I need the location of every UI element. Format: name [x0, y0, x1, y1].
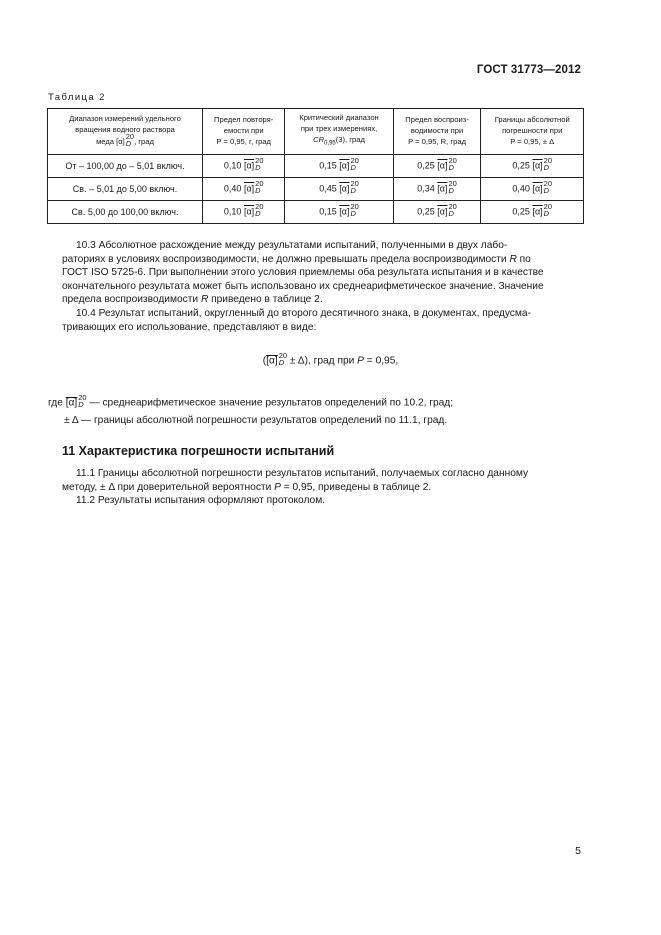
cell-error-limits: 0,25 [α] 20 D: [481, 154, 584, 177]
legend-delta: ± Δ — границы абсолютной погрешности результатов определений по 11.1, град.: [64, 415, 448, 427]
paragraph-text: 11.1 Границы абсолютной погрешности результатов испытаний, получаемых согласно данному: [76, 468, 529, 479]
cell-critical-range: 0,45 [α] 20 D: [285, 177, 393, 200]
formula-legend: [48, 393, 588, 428]
page-number: 5: [575, 845, 581, 857]
section-title: 11 Характеристика погрешности испытаний: [62, 444, 335, 458]
paragraph-text: 11.2 Результаты испытания оформляют протоколом.: [76, 495, 326, 507]
cell-reproducibility: 0,25 [α] 20 D: [393, 200, 481, 223]
paragraph-text: ГОСТ ISO 5725-6. При выполнении этого условия приемлемы оба результата испытания и в качестве: [62, 267, 544, 279]
result-formula: ([α] 20 D ± Δ), град при P = 0,95,: [262, 351, 399, 367]
column-header-repeatability: Предел повторя- емости при P = 0,95, r, град: [203, 109, 285, 155]
cell-range: От – 100,00 до – 5,01 включ.: [48, 154, 203, 177]
paragraph-text: 10.4 Результат испытаний, округленный до второго десятичного знака, в документах, предусма-: [76, 308, 531, 319]
paragraph-text: раториях в условиях воспроизводимости, не должно превышать предела воспроизводимости R по: [62, 253, 531, 265]
cell-repeatability: 0,10 [α] 20 D: [203, 154, 285, 177]
table-row: [48, 177, 584, 200]
paragraph-text: предела воспроизводимости R приведено в таблице 2.: [62, 294, 323, 306]
document-code: ГОСТ 31773—2012: [476, 64, 581, 76]
table-row: [48, 154, 584, 177]
cell-reproducibility: 0,34 [α] 20 D: [393, 177, 481, 200]
results-table: [47, 108, 584, 224]
paragraph-11: [62, 467, 584, 508]
cell-repeatability: 0,10 [α] 20 D: [203, 200, 285, 223]
cell-repeatability: 0,40 [α] 20 D: [203, 177, 285, 200]
paragraph-10-3: [62, 239, 584, 307]
cell-error-limits: 0,40 [α] 20 D: [481, 177, 584, 200]
cell-critical-range: 0,15 [α] 20 D: [285, 154, 393, 177]
cell-reproducibility: 0,25 [α] 20 D: [393, 154, 481, 177]
table-row: [48, 200, 584, 223]
paragraph-10-4: [62, 307, 584, 334]
cell-critical-range: 0,15 [α] 20 D: [285, 200, 393, 223]
column-header-critical-range: Критический диапазон при трех измерениях, $CR_{0,95}(3)$, град: [285, 109, 393, 155]
table-header-row: [48, 109, 584, 155]
column-header-error-limits: Границы абсолютной погрешности при P = 0,95, ± Δ: [481, 109, 584, 155]
paragraph-text: тривающих его использование, представляют в виде:: [62, 321, 317, 333]
legend-mean: где [α] 20 D — среднеарифметическое значение результатов определений по 10.2, град;: [48, 393, 454, 409]
paragraph-text: методу, ± Δ при доверительной вероятности P = 0,95, приведены в таблице 2.: [62, 481, 432, 493]
column-header-range: Диапазон измерений удельного вращения водного раствора меда [α] 20 D , град: [48, 109, 203, 155]
cell-range: Св. – 5,01 до 5,00 включ.: [48, 177, 203, 200]
paragraph-text: 10.3 Абсолютное расхождение между результатами испытаний, полученными в двух лабо-: [76, 240, 508, 251]
cell-range: Св. 5,00 до 100,00 включ.: [48, 200, 203, 223]
cell-error-limits: 0,25 [α] 20 D: [481, 200, 584, 223]
table-caption: Таблица 2: [48, 92, 106, 103]
column-header-reproducibility: Предел воспроиз- водимости при P = 0,95, R, град: [393, 109, 481, 155]
paragraph-text: окончательного результата может быть использовано их среднеарифметическое значение. Значение: [62, 280, 544, 292]
